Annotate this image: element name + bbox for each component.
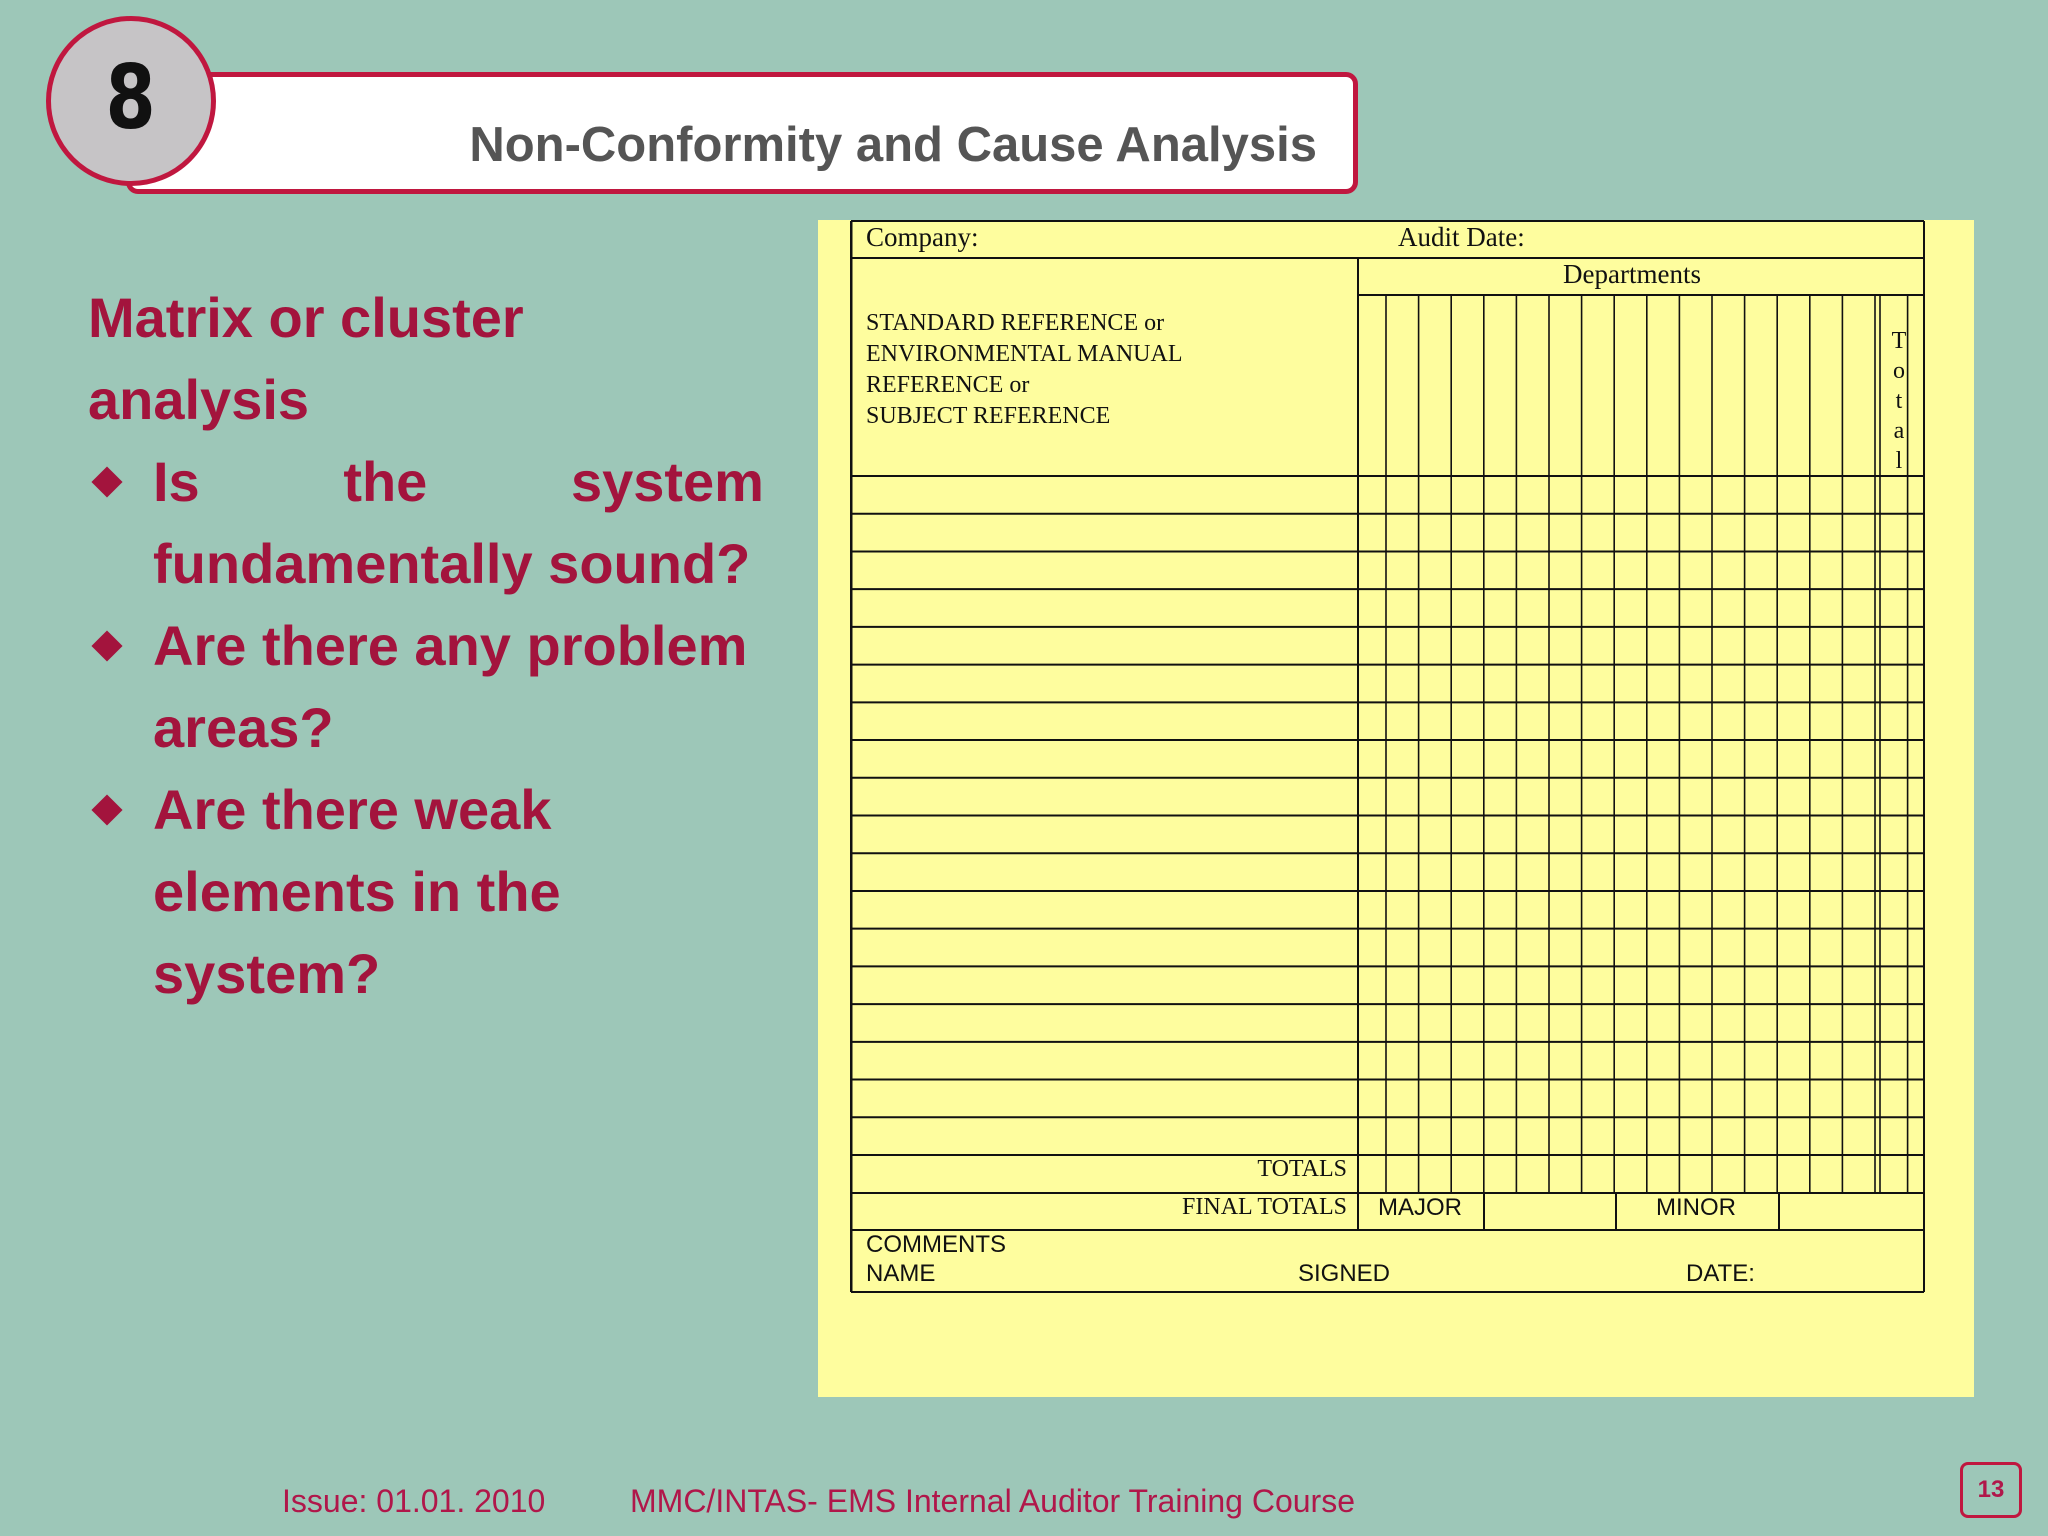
- page-number: 13: [1960, 1462, 2022, 1518]
- diamond-bullet-icon: [91, 466, 122, 497]
- bullet-1-line-2: fundamentally sound?: [153, 532, 751, 595]
- slide-title: Non-Conformity and Cause Analysis: [469, 118, 1317, 172]
- bullet-3-line-2: elements in the: [153, 860, 561, 923]
- major-label: MAJOR: [1378, 1194, 1462, 1221]
- footer-issue: Issue: 01.01. 2010: [282, 1483, 546, 1519]
- bullet-3-line-3: system?: [153, 942, 381, 1005]
- date-label: DATE:: [1686, 1260, 1755, 1287]
- total-letter: T: [1891, 328, 1907, 354]
- section-number: 8: [105, 45, 157, 149]
- bullet-item: [88, 605, 764, 769]
- reference-line: SUBJECT REFERENCE: [866, 403, 1111, 429]
- signed-label: SIGNED: [1298, 1260, 1391, 1287]
- audit-matrix-form: [850, 220, 1925, 1294]
- totals-label: TOTALS: [1257, 1156, 1347, 1182]
- bullet-3-line-1: Are there weak: [153, 778, 552, 841]
- heading-line-1: Matrix or cluster: [88, 286, 524, 349]
- bullet-1-word: Is: [153, 450, 200, 513]
- bullet-2-line-2: areas?: [153, 696, 334, 759]
- bullet-1-line-1: [153, 441, 764, 523]
- bullet-1-word: the: [343, 450, 428, 513]
- total-letter: o: [1893, 358, 1905, 384]
- departments-label: Departments: [1563, 259, 1701, 289]
- diamond-bullet-icon: [91, 794, 122, 825]
- audit-date-label: Audit Date:: [1398, 222, 1525, 252]
- reference-line: REFERENCE or: [866, 372, 1030, 398]
- bullet-1-word: system: [570, 450, 764, 513]
- final-totals-label: FINAL TOTALS: [1182, 1194, 1347, 1220]
- name-label: NAME: [866, 1260, 936, 1287]
- reference-line: STANDARD REFERENCE or: [866, 310, 1165, 336]
- total-letter: l: [1895, 448, 1903, 474]
- total-letter: a: [1893, 418, 1905, 444]
- bullet-item: [88, 769, 764, 1015]
- total-letter: t: [1895, 388, 1903, 414]
- footer-course: MMC/INTAS- EMS Internal Auditor Training Course: [630, 1483, 1355, 1519]
- slide-body: [88, 277, 764, 1015]
- company-label: Company:: [866, 222, 979, 252]
- bullet-2-line-1: Are there any problem: [153, 614, 748, 677]
- reference-line: ENVIRONMENTAL MANUAL: [866, 341, 1183, 367]
- bullet-item: [88, 441, 764, 605]
- total-vertical-label: [1889, 326, 1909, 476]
- comments-label: COMMENTS: [866, 1231, 1006, 1258]
- diamond-bullet-icon: [91, 630, 122, 661]
- section-number-badge: [46, 16, 216, 186]
- title-banner: [126, 72, 1358, 194]
- heading-line-2: analysis: [88, 368, 310, 431]
- minor-label: MINOR: [1656, 1194, 1736, 1221]
